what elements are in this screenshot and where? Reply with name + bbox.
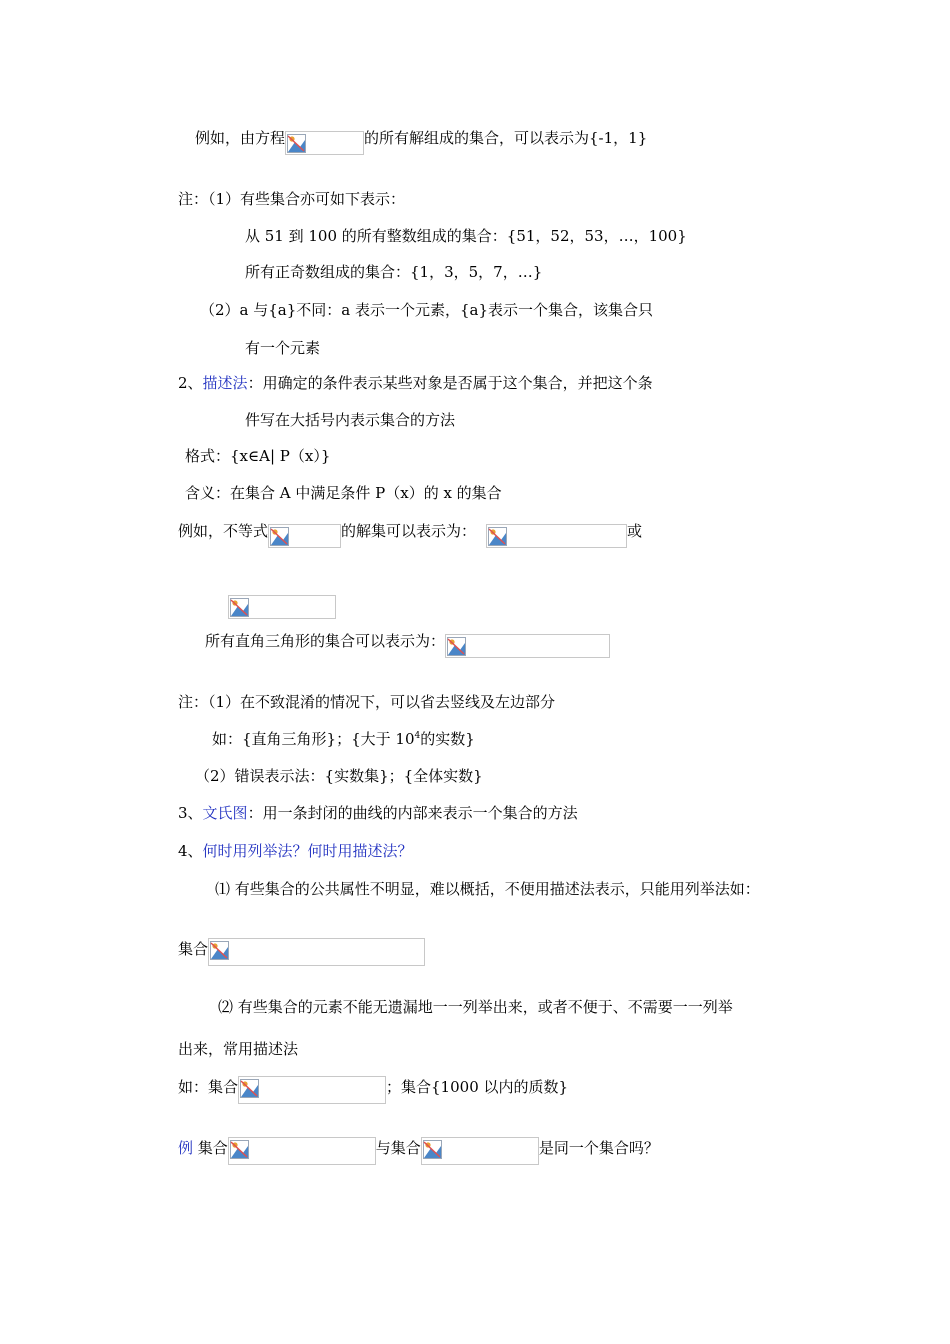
broken-image-icon xyxy=(230,1140,249,1159)
set-example-2 xyxy=(178,1076,568,1104)
right-triangle-example xyxy=(205,631,610,658)
section-3-heading xyxy=(178,803,578,823)
set-description-image xyxy=(238,1076,386,1104)
note-2-heading: 注：（1）在不致混淆的情况下，可以省去竖线及左边部分 xyxy=(178,693,556,711)
section-2-heading xyxy=(178,373,653,393)
text: 与集合 xyxy=(375,1139,421,1157)
text: 如：集合 xyxy=(178,1078,239,1096)
broken-image-icon xyxy=(270,527,289,546)
broken-image-icon xyxy=(423,1140,442,1159)
set-a-image xyxy=(228,1137,376,1165)
text: 集合 xyxy=(178,940,209,958)
note-1-heading: 注：（1）有些集合亦可如下表示： xyxy=(178,190,406,208)
text: ；集合{1000 以内的质数} xyxy=(386,1078,569,1096)
section-2-text: 件写在大括号内表示集合的方法 xyxy=(245,411,456,429)
text: 是同一个集合吗？ xyxy=(538,1139,659,1157)
text: 的实数} xyxy=(420,730,475,748)
set-example-1 xyxy=(178,938,425,966)
format-line: 格式：{x∈A| P（x）} xyxy=(185,447,331,465)
text: 如：{直角三角形}；{大于 10 xyxy=(212,730,415,748)
broken-image-icon xyxy=(210,941,229,960)
alt-solution-set-image xyxy=(228,595,336,619)
text: ：用一条封闭的曲线的内部来表示一个集合的方法 xyxy=(247,804,578,822)
set-b-image xyxy=(421,1137,539,1165)
broken-image-icon xyxy=(488,527,507,546)
note-1-item-2b: 有一个元素 xyxy=(245,339,321,357)
section-number: 3、 xyxy=(178,804,203,822)
example-label: 例 xyxy=(178,1139,194,1157)
note-1-example-1: 从 51 到 100 的所有整数组成的集合：{51，52，53，…，100} xyxy=(245,227,687,245)
section-4-point-2a: ⑵ 有些集合的元素不能无遗漏地一一列举出来，或者不便于、不需要一一列举 xyxy=(218,998,733,1016)
solution-set-image xyxy=(486,524,627,548)
text: 所有直角三角形的集合可以表示为： xyxy=(205,632,446,650)
text: 例如，不等式 xyxy=(178,522,269,540)
inequality-example xyxy=(178,521,642,548)
broken-image-icon xyxy=(287,134,306,153)
section-number: 4、 xyxy=(178,842,203,860)
equation-image xyxy=(285,131,364,155)
note-1-example-2: 所有正奇数组成的集合：{1，3，5，7，…} xyxy=(245,263,543,281)
note-2-example xyxy=(212,729,475,749)
text: 例如，由方程 xyxy=(195,129,286,147)
text: 或 xyxy=(627,522,643,540)
text: 的所有解组成的集合，可以表示为{-1，1} xyxy=(364,129,648,147)
inequality-image xyxy=(268,524,341,548)
section-title: 文氏图 xyxy=(202,804,248,822)
right-triangle-set-image xyxy=(445,634,610,658)
section-4-heading xyxy=(178,841,413,861)
section-title: 何时用列举法？何时用描述法？ xyxy=(202,842,413,860)
note-1-item-2a: （2）a 与{a}不同：a 表示一个元素，{a}表示一个集合，该集合只 xyxy=(200,301,654,319)
text: ：用确定的条件表示某些对象是否属于这个集合，并把这个条 xyxy=(247,374,653,392)
para-equation-example xyxy=(195,128,647,155)
text: 集合 xyxy=(193,1139,228,1157)
broken-image-icon xyxy=(230,598,249,617)
alt-solution-set xyxy=(228,592,336,619)
broken-image-icon xyxy=(240,1079,259,1098)
section-number: 2、 xyxy=(178,374,203,392)
text: 的解集可以表示为： xyxy=(341,522,477,540)
section-title: 描述法 xyxy=(202,374,248,392)
section-4-point-1: ⑴ 有些集合的公共属性不明显，难以概括，不便用描述法表示，只能用列举法如： xyxy=(215,880,760,898)
meaning-line: 含义：在集合 A 中满足条件 P（x）的 x 的集合 xyxy=(185,484,502,502)
final-example xyxy=(178,1137,659,1165)
set-image xyxy=(208,938,425,966)
section-4-point-2b: 出来，常用描述法 xyxy=(178,1040,299,1058)
exponent: 4 xyxy=(414,731,421,741)
note-2-wrong: （2）错误表示法：{实数集}；{全体实数} xyxy=(195,767,483,785)
broken-image-icon xyxy=(447,637,466,656)
